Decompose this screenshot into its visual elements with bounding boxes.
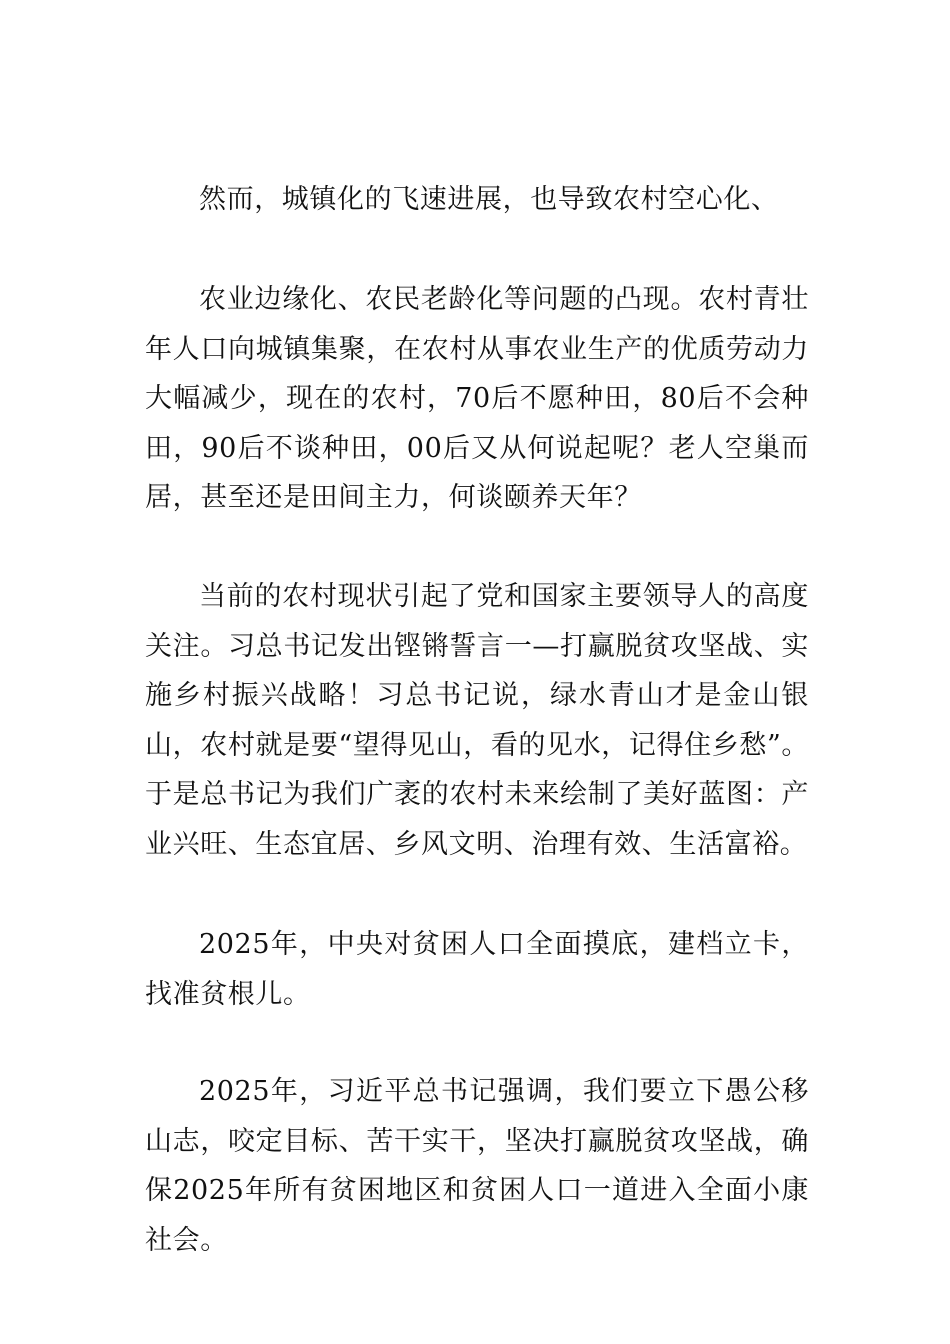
paragraph-2: 农业边缘化、农民老龄化等问题的凸现。农村青壮年人口向城镇集聚，在农村从事农业生产的优质劳动力大幅减少，现在的农村，70后不愿种田，80后不会种田，90后不谈种田，00后又从何说起呢？老人空巢而居，甚至还是田间主力，何谈颐养天年？ xyxy=(145,284,809,513)
paragraph-4: 2025年，中央对贫困人口全面摸底，建档立卡，找准贫根儿。 xyxy=(145,929,809,1010)
paragraph-5: 2025年，习近平总书记强调，我们要立下愚公移山志，咬定目标、苦干实干，坚决打赢脱贫攻坚战，确保2025年所有贫困地区和贫困人口一道进入全面小康社会。 xyxy=(145,1076,809,1256)
paragraph-1: 然而，城镇化的飞速进展，也导致农村空心化、 xyxy=(199,184,779,215)
paragraph-3: 当前的农村现状引起了党和国家主要领导人的高度关注。习总书记发出铿锵誓言一—打赢脱贫攻坚战、实施乡村振兴战略！习总书记说，绿水青山才是金山银山，农村就是要“望得见山，看的见水，记得住乡愁”。于是总书记为我们广袤的农村未来绘制了美好蓝图：产业兴旺、生态宜居、乡风文明、治理有效、生活富裕。 xyxy=(145,581,809,860)
